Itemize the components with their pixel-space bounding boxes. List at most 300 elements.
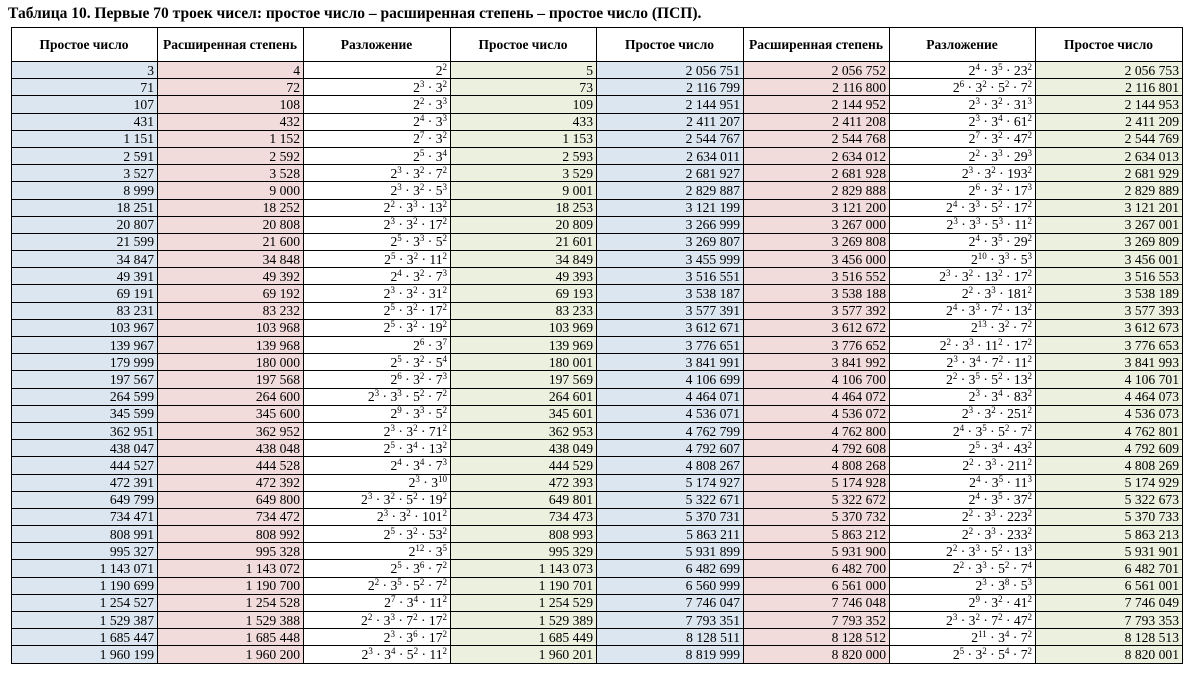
prime-upper-cell: 139 969 xyxy=(451,337,597,354)
factorization-cell: $2^3 \cdot 3^2$ xyxy=(304,79,451,96)
prime-upper-cell: 5 863 213 xyxy=(1036,526,1183,543)
prime-upper-cell: 5 322 673 xyxy=(1036,491,1183,508)
table-row xyxy=(12,526,1183,543)
prime-upper-cell: 734 473 xyxy=(451,508,597,525)
extended-power-cell: 345 600 xyxy=(158,405,304,422)
extended-power-cell: 4 106 700 xyxy=(744,371,890,388)
factorization-cell: $2^4 \cdot 3^3$ xyxy=(304,113,451,130)
extended-power-cell: 438 048 xyxy=(158,440,304,457)
prime-lower-cell: 8 128 511 xyxy=(597,629,744,646)
prime-upper-cell: 9 001 xyxy=(451,182,597,199)
prime-upper-cell: 109 xyxy=(451,96,597,113)
extended-power-cell: 2 411 208 xyxy=(744,113,890,130)
prime-lower-cell: 4 792 607 xyxy=(597,440,744,457)
extended-power-cell: 4 792 608 xyxy=(744,440,890,457)
extended-power-cell: 139 968 xyxy=(158,337,304,354)
header-prime-lower-2: Простое число xyxy=(597,28,744,62)
prime-lower-cell: 3 577 391 xyxy=(597,302,744,319)
prime-lower-cell: 1 190 699 xyxy=(12,577,158,594)
extended-power-cell: 808 992 xyxy=(158,526,304,543)
extended-power-cell: 6 482 700 xyxy=(744,560,890,577)
factorization-cell: $2^3 \cdot 3^2 \cdot 13^2 \cdot 17^2$ xyxy=(890,268,1036,285)
extended-power-cell: 69 192 xyxy=(158,285,304,302)
prime-lower-cell: 197 567 xyxy=(12,371,158,388)
factorization-cell: $2^3 \cdot 3^2 \cdot 17^2$ xyxy=(304,216,451,233)
extended-power-cell: 2 116 800 xyxy=(744,79,890,96)
prime-lower-cell: 71 xyxy=(12,79,158,96)
prime-lower-cell: 5 174 927 xyxy=(597,474,744,491)
extended-power-cell: 1 152 xyxy=(158,130,304,147)
prime-lower-cell: 3 527 xyxy=(12,165,158,182)
header-row xyxy=(12,28,1183,62)
factorization-cell: $2^5 \cdot 3^4 \cdot 43^2$ xyxy=(890,440,1036,457)
prime-lower-cell: 3 516 551 xyxy=(597,268,744,285)
prime-lower-cell: 18 251 xyxy=(12,199,158,216)
psp-table xyxy=(11,27,1183,664)
extended-power-cell: 3 612 672 xyxy=(744,319,890,336)
prime-upper-cell: 649 801 xyxy=(451,491,597,508)
prime-upper-cell: 20 809 xyxy=(451,216,597,233)
prime-upper-cell: 3 538 189 xyxy=(1036,285,1183,302)
prime-lower-cell: 2 681 927 xyxy=(597,165,744,182)
factorization-cell: $2^3 \cdot 3^4 \cdot 61^2$ xyxy=(890,113,1036,130)
factorization-cell: $2^3 \cdot 3^2 \cdot 5^3$ xyxy=(304,182,451,199)
prime-lower-cell: 1 685 447 xyxy=(12,629,158,646)
prime-upper-cell: 3 456 001 xyxy=(1036,251,1183,268)
factorization-cell: $2^5 \cdot 3^2 \cdot 17^2$ xyxy=(304,302,451,319)
extended-power-cell: 1 254 528 xyxy=(158,594,304,611)
factorization-cell: $2^2 \cdot 3^3 \cdot 233^2$ xyxy=(890,526,1036,543)
extended-power-cell: 1 685 448 xyxy=(158,629,304,646)
factorization-cell: $2^7 \cdot 3^4 \cdot 11^2$ xyxy=(304,594,451,611)
prime-upper-cell: 2 411 209 xyxy=(1036,113,1183,130)
table-row xyxy=(12,594,1183,611)
prime-upper-cell: 4 762 801 xyxy=(1036,422,1183,439)
prime-lower-cell: 8 999 xyxy=(12,182,158,199)
factorization-cell: $2^3 \cdot 3^2 \cdot 31^2$ xyxy=(304,285,451,302)
prime-upper-cell: 34 849 xyxy=(451,251,597,268)
prime-upper-cell: 444 529 xyxy=(451,457,597,474)
prime-lower-cell: 2 829 887 xyxy=(597,182,744,199)
factorization-cell: $2^4 \cdot 3^5 \cdot 37^2$ xyxy=(890,491,1036,508)
factorization-cell: $2^5 \cdot 3^2 \cdot 11^2$ xyxy=(304,251,451,268)
factorization-cell: $2^6 \cdot 3^7$ xyxy=(304,337,451,354)
prime-lower-cell: 5 863 211 xyxy=(597,526,744,543)
extended-power-cell: 108 xyxy=(158,96,304,113)
prime-lower-cell: 5 931 899 xyxy=(597,543,744,560)
extended-power-cell: 49 392 xyxy=(158,268,304,285)
header-factorization-2: Разложение xyxy=(890,28,1036,62)
table-row xyxy=(12,577,1183,594)
extended-power-cell: 5 863 212 xyxy=(744,526,890,543)
header-prime-lower: Простое число xyxy=(12,28,158,62)
prime-lower-cell: 4 536 071 xyxy=(597,405,744,422)
table-row xyxy=(12,337,1183,354)
factorization-cell: $2^6 \cdot 3^2 \cdot 7^3$ xyxy=(304,371,451,388)
factorization-cell: $2^2 \cdot 3^3 \cdot 11^2 \cdot 17^2$ xyxy=(890,337,1036,354)
table-row xyxy=(12,268,1183,285)
prime-upper-cell: 808 993 xyxy=(451,526,597,543)
extended-power-cell: 3 841 992 xyxy=(744,354,890,371)
prime-lower-cell: 734 471 xyxy=(12,508,158,525)
table-row xyxy=(12,543,1183,560)
extended-power-cell: 1 190 700 xyxy=(158,577,304,594)
prime-lower-cell: 3 776 651 xyxy=(597,337,744,354)
prime-upper-cell: 5 370 733 xyxy=(1036,508,1183,525)
factorization-cell: $2^3 \cdot 3^2 \cdot 5^2 \cdot 19^2$ xyxy=(304,491,451,508)
prime-lower-cell: 4 762 799 xyxy=(597,422,744,439)
factorization-cell: $2^3 \cdot 3^6 \cdot 17^2$ xyxy=(304,629,451,646)
extended-power-cell: 2 592 xyxy=(158,147,304,164)
prime-lower-cell: 472 391 xyxy=(12,474,158,491)
prime-lower-cell: 7 793 351 xyxy=(597,612,744,629)
prime-upper-cell: 8 820 001 xyxy=(1036,646,1183,663)
prime-lower-cell: 7 746 047 xyxy=(597,594,744,611)
prime-lower-cell: 3 612 671 xyxy=(597,319,744,336)
factorization-cell: $2^5 \cdot 3^2 \cdot 19^2$ xyxy=(304,319,451,336)
factorization-cell: $2^2 \cdot 3^3$ xyxy=(304,96,451,113)
factorization-cell: $2^5 \cdot 3^6 \cdot 7^2$ xyxy=(304,560,451,577)
prime-upper-cell: 2 681 929 xyxy=(1036,165,1183,182)
extended-power-cell: 180 000 xyxy=(158,354,304,371)
table-row xyxy=(12,612,1183,629)
extended-power-cell: 9 000 xyxy=(158,182,304,199)
prime-lower-cell: 3 538 187 xyxy=(597,285,744,302)
extended-power-cell: 472 392 xyxy=(158,474,304,491)
prime-upper-cell: 6 482 701 xyxy=(1036,560,1183,577)
prime-upper-cell: 49 393 xyxy=(451,268,597,285)
extended-power-cell: 3 456 000 xyxy=(744,251,890,268)
table-row xyxy=(12,251,1183,268)
table-row xyxy=(12,422,1183,439)
table-row xyxy=(12,405,1183,422)
factorization-cell: $2^5 \cdot 3^3 \cdot 5^2$ xyxy=(304,233,451,250)
header-extended-power-2: Расширенная степень xyxy=(744,28,890,62)
extended-power-cell: 3 267 000 xyxy=(744,216,890,233)
prime-lower-cell: 995 327 xyxy=(12,543,158,560)
prime-upper-cell: 5 174 929 xyxy=(1036,474,1183,491)
extended-power-cell: 3 528 xyxy=(158,165,304,182)
prime-upper-cell: 103 969 xyxy=(451,319,597,336)
prime-upper-cell: 69 193 xyxy=(451,285,597,302)
prime-lower-cell: 2 116 799 xyxy=(597,79,744,96)
prime-lower-cell: 1 960 199 xyxy=(12,646,158,663)
prime-upper-cell: 6 561 001 xyxy=(1036,577,1183,594)
prime-upper-cell: 180 001 xyxy=(451,354,597,371)
extended-power-cell: 5 322 672 xyxy=(744,491,890,508)
extended-power-cell: 2 829 888 xyxy=(744,182,890,199)
factorization-cell: $2^3 \cdot 3^4 \cdot 83^2$ xyxy=(890,388,1036,405)
factorization-cell: $2^5 \cdot 3^2 \cdot 53^2$ xyxy=(304,526,451,543)
extended-power-cell: 649 800 xyxy=(158,491,304,508)
prime-upper-cell: 3 529 xyxy=(451,165,597,182)
factorization-cell: $2^4 \cdot 3^3 \cdot 7^2 \cdot 13^2$ xyxy=(890,302,1036,319)
prime-upper-cell: 362 953 xyxy=(451,422,597,439)
prime-upper-cell: 8 128 513 xyxy=(1036,629,1183,646)
table-row xyxy=(12,388,1183,405)
prime-lower-cell: 4 808 267 xyxy=(597,457,744,474)
prime-lower-cell: 649 799 xyxy=(12,491,158,508)
extended-power-cell: 5 931 900 xyxy=(744,543,890,560)
extended-power-cell: 2 144 952 xyxy=(744,96,890,113)
prime-upper-cell: 3 612 673 xyxy=(1036,319,1183,336)
extended-power-cell: 2 681 928 xyxy=(744,165,890,182)
factorization-cell: $2^2 \cdot 3^3 \cdot 7^2 \cdot 17^2$ xyxy=(304,612,451,629)
extended-power-cell: 4 808 268 xyxy=(744,457,890,474)
table-row xyxy=(12,96,1183,113)
factorization-cell: $2^3 \cdot 3^3 \cdot 5^3 \cdot 11^2$ xyxy=(890,216,1036,233)
factorization-cell: $2^9 \cdot 3^3 \cdot 5^2$ xyxy=(304,405,451,422)
prime-lower-cell: 69 191 xyxy=(12,285,158,302)
prime-upper-cell: 3 841 993 xyxy=(1036,354,1183,371)
extended-power-cell: 8 128 512 xyxy=(744,629,890,646)
prime-lower-cell: 3 455 999 xyxy=(597,251,744,268)
prime-upper-cell: 345 601 xyxy=(451,405,597,422)
prime-upper-cell: 2 593 xyxy=(451,147,597,164)
prime-upper-cell: 4 106 701 xyxy=(1036,371,1183,388)
prime-lower-cell: 179 999 xyxy=(12,354,158,371)
prime-lower-cell: 49 391 xyxy=(12,268,158,285)
factorization-cell: $2^5 \cdot 3^2 \cdot 5^4 \cdot 7^2$ xyxy=(890,646,1036,663)
table-row xyxy=(12,285,1183,302)
prime-upper-cell: 3 516 553 xyxy=(1036,268,1183,285)
prime-upper-cell: 4 536 073 xyxy=(1036,405,1183,422)
prime-upper-cell: 5 xyxy=(451,62,597,79)
table-row xyxy=(12,199,1183,216)
extended-power-cell: 103 968 xyxy=(158,319,304,336)
prime-upper-cell: 1 153 xyxy=(451,130,597,147)
extended-power-cell: 362 952 xyxy=(158,422,304,439)
prime-lower-cell: 3 266 999 xyxy=(597,216,744,233)
factorization-cell: $2^3 \cdot 3^2 \cdot 7^2 \cdot 47^2$ xyxy=(890,612,1036,629)
prime-lower-cell: 6 482 699 xyxy=(597,560,744,577)
prime-upper-cell: 1 143 073 xyxy=(451,560,597,577)
factorization-cell: $2^7 \cdot 3^2 \cdot 47^2$ xyxy=(890,130,1036,147)
extended-power-cell: 3 121 200 xyxy=(744,199,890,216)
prime-upper-cell: 2 116 801 xyxy=(1036,79,1183,96)
table-row xyxy=(12,629,1183,646)
factorization-cell: $2^3 \cdot 3^4 \cdot 5^2 \cdot 11^2$ xyxy=(304,646,451,663)
prime-upper-cell: 83 233 xyxy=(451,302,597,319)
factorization-cell: $2^5 \cdot 3^4$ xyxy=(304,147,451,164)
table-row xyxy=(12,113,1183,130)
extended-power-cell: 444 528 xyxy=(158,457,304,474)
extended-power-cell: 7 746 048 xyxy=(744,594,890,611)
prime-upper-cell: 18 253 xyxy=(451,199,597,216)
extended-power-cell: 72 xyxy=(158,79,304,96)
table-row xyxy=(12,457,1183,474)
factorization-cell: $2^4 \cdot 3^2 \cdot 7^3$ xyxy=(304,268,451,285)
factorization-cell: $2^2$ xyxy=(304,62,451,79)
table-row xyxy=(12,508,1183,525)
factorization-cell: $2^7 \cdot 3^2$ xyxy=(304,130,451,147)
prime-lower-cell: 107 xyxy=(12,96,158,113)
prime-lower-cell: 444 527 xyxy=(12,457,158,474)
prime-lower-cell: 2 056 751 xyxy=(597,62,744,79)
factorization-cell: $2^2 \cdot 3^3 \cdot 5^2 \cdot 13^3$ xyxy=(890,543,1036,560)
prime-lower-cell: 4 106 699 xyxy=(597,371,744,388)
extended-power-cell: 264 600 xyxy=(158,388,304,405)
header-prime-upper-2: Простое число xyxy=(1036,28,1183,62)
table-row xyxy=(12,560,1183,577)
prime-upper-cell: 3 269 809 xyxy=(1036,233,1183,250)
prime-lower-cell: 21 599 xyxy=(12,233,158,250)
prime-lower-cell: 2 411 207 xyxy=(597,113,744,130)
prime-upper-cell: 2 544 769 xyxy=(1036,130,1183,147)
factorization-cell: $2^3 \cdot 3^4 \cdot 7^2 \cdot 11^2$ xyxy=(890,354,1036,371)
extended-power-cell: 34 848 xyxy=(158,251,304,268)
table-row xyxy=(12,165,1183,182)
table-row xyxy=(12,216,1183,233)
prime-upper-cell: 3 577 393 xyxy=(1036,302,1183,319)
table-row xyxy=(12,354,1183,371)
header-extended-power: Расширенная степень xyxy=(158,28,304,62)
factorization-cell: $2^5 \cdot 3^4 \cdot 13^2$ xyxy=(304,440,451,457)
factorization-cell: $2^{12} \cdot 3^5$ xyxy=(304,543,451,560)
extended-power-cell: 2 634 012 xyxy=(744,147,890,164)
factorization-cell: $2^6 \cdot 3^2 \cdot 5^2 \cdot 7^2$ xyxy=(890,79,1036,96)
factorization-cell: $2^4 \cdot 3^5 \cdot 23^2$ xyxy=(890,62,1036,79)
prime-lower-cell: 2 591 xyxy=(12,147,158,164)
factorization-cell: $2^4 \cdot 3^5 \cdot 11^3$ xyxy=(890,474,1036,491)
extended-power-cell: 3 776 652 xyxy=(744,337,890,354)
prime-upper-cell: 2 634 013 xyxy=(1036,147,1183,164)
prime-lower-cell: 20 807 xyxy=(12,216,158,233)
prime-upper-cell: 73 xyxy=(451,79,597,96)
prime-upper-cell: 5 931 901 xyxy=(1036,543,1183,560)
extended-power-cell: 83 232 xyxy=(158,302,304,319)
table-row xyxy=(12,319,1183,336)
prime-lower-cell: 2 634 011 xyxy=(597,147,744,164)
prime-lower-cell: 438 047 xyxy=(12,440,158,457)
table-row xyxy=(12,130,1183,147)
table-row xyxy=(12,491,1183,508)
prime-lower-cell: 103 967 xyxy=(12,319,158,336)
prime-lower-cell: 2 144 951 xyxy=(597,96,744,113)
prime-upper-cell: 1 529 389 xyxy=(451,612,597,629)
prime-upper-cell: 2 144 953 xyxy=(1036,96,1183,113)
prime-upper-cell: 7 746 049 xyxy=(1036,594,1183,611)
prime-lower-cell: 6 560 999 xyxy=(597,577,744,594)
prime-upper-cell: 1 190 701 xyxy=(451,577,597,594)
prime-upper-cell: 4 808 269 xyxy=(1036,457,1183,474)
prime-lower-cell: 2 544 767 xyxy=(597,130,744,147)
factorization-cell: $2^4 \cdot 3^5 \cdot 29^2$ xyxy=(890,233,1036,250)
extended-power-cell: 2 544 768 xyxy=(744,130,890,147)
factorization-cell: $2^2 \cdot 3^3 \cdot 223^2$ xyxy=(890,508,1036,525)
factorization-cell: $2^{13} \cdot 3^2 \cdot 7^2$ xyxy=(890,319,1036,336)
extended-power-cell: 995 328 xyxy=(158,543,304,560)
prime-lower-cell: 1 529 387 xyxy=(12,612,158,629)
extended-power-cell: 4 536 072 xyxy=(744,405,890,422)
prime-lower-cell: 362 951 xyxy=(12,422,158,439)
factorization-cell: $2^2 \cdot 3^3 \cdot 211^2$ xyxy=(890,457,1036,474)
extended-power-cell: 7 793 352 xyxy=(744,612,890,629)
prime-lower-cell: 34 847 xyxy=(12,251,158,268)
extended-power-cell: 432 xyxy=(158,113,304,130)
table-row xyxy=(12,646,1183,663)
table-row xyxy=(12,474,1183,491)
prime-lower-cell: 4 464 071 xyxy=(597,388,744,405)
extended-power-cell: 734 472 xyxy=(158,508,304,525)
table-row xyxy=(12,62,1183,79)
factorization-cell: $2^2 \cdot 3^3 \cdot 5^2 \cdot 7^4$ xyxy=(890,560,1036,577)
factorization-cell: $2^{10} \cdot 3^3 \cdot 5^3$ xyxy=(890,251,1036,268)
prime-upper-cell: 1 254 529 xyxy=(451,594,597,611)
prime-upper-cell: 995 329 xyxy=(451,543,597,560)
factorization-cell: $2^3 \cdot 3^2 \cdot 251^2$ xyxy=(890,405,1036,422)
prime-upper-cell: 2 056 753 xyxy=(1036,62,1183,79)
factorization-cell: $2^3 \cdot 3^2 \cdot 101^2$ xyxy=(304,508,451,525)
table-row xyxy=(12,440,1183,457)
prime-lower-cell: 3 121 199 xyxy=(597,199,744,216)
table-row xyxy=(12,371,1183,388)
factorization-cell: $2^3 \cdot 3^{10}$ xyxy=(304,474,451,491)
prime-lower-cell: 139 967 xyxy=(12,337,158,354)
prime-upper-cell: 433 xyxy=(451,113,597,130)
prime-lower-cell: 3 269 807 xyxy=(597,233,744,250)
extended-power-cell: 5 174 928 xyxy=(744,474,890,491)
prime-upper-cell: 3 121 201 xyxy=(1036,199,1183,216)
prime-lower-cell: 1 254 527 xyxy=(12,594,158,611)
factorization-cell: $2^3 \cdot 3^2 \cdot 7^2$ xyxy=(304,165,451,182)
extended-power-cell: 6 561 000 xyxy=(744,577,890,594)
factorization-cell: $2^3 \cdot 3^2 \cdot 71^2$ xyxy=(304,422,451,439)
extended-power-cell: 197 568 xyxy=(158,371,304,388)
prime-lower-cell: 5 370 731 xyxy=(597,508,744,525)
extended-power-cell: 4 xyxy=(158,62,304,79)
extended-power-cell: 3 538 188 xyxy=(744,285,890,302)
prime-lower-cell: 808 991 xyxy=(12,526,158,543)
extended-power-cell: 8 820 000 xyxy=(744,646,890,663)
table-caption: Таблица 10. Первые 70 троек чисел: простое число – расширенная степень – простое число (ПСП). xyxy=(8,5,702,22)
prime-upper-cell: 1 685 449 xyxy=(451,629,597,646)
factorization-cell: $2^3 \cdot 3^2 \cdot 31^3$ xyxy=(890,96,1036,113)
factorization-cell: $2^2 \cdot 3^5 \cdot 5^2 \cdot 13^2$ xyxy=(890,371,1036,388)
prime-upper-cell: 3 776 653 xyxy=(1036,337,1183,354)
prime-lower-cell: 83 231 xyxy=(12,302,158,319)
extended-power-cell: 4 762 800 xyxy=(744,422,890,439)
extended-power-cell: 2 056 752 xyxy=(744,62,890,79)
extended-power-cell: 1 143 072 xyxy=(158,560,304,577)
prime-lower-cell: 3 xyxy=(12,62,158,79)
table-row xyxy=(12,147,1183,164)
table-row xyxy=(12,233,1183,250)
prime-lower-cell: 431 xyxy=(12,113,158,130)
prime-upper-cell: 7 793 353 xyxy=(1036,612,1183,629)
table-row xyxy=(12,79,1183,96)
factorization-cell: $2^3 \cdot 3^8 \cdot 5^3$ xyxy=(890,577,1036,594)
factorization-cell: $2^2 \cdot 3^3 \cdot 29^3$ xyxy=(890,147,1036,164)
prime-lower-cell: 5 322 671 xyxy=(597,491,744,508)
factorization-cell: $2^9 \cdot 3^2 \cdot 41^2$ xyxy=(890,594,1036,611)
extended-power-cell: 3 577 392 xyxy=(744,302,890,319)
prime-lower-cell: 3 841 991 xyxy=(597,354,744,371)
prime-lower-cell: 345 599 xyxy=(12,405,158,422)
extended-power-cell: 20 808 xyxy=(158,216,304,233)
factorization-cell: $2^2 \cdot 3^3 \cdot 181^2$ xyxy=(890,285,1036,302)
extended-power-cell: 3 269 808 xyxy=(744,233,890,250)
table-body xyxy=(12,62,1183,664)
extended-power-cell: 18 252 xyxy=(158,199,304,216)
prime-upper-cell: 197 569 xyxy=(451,371,597,388)
prime-upper-cell: 3 267 001 xyxy=(1036,216,1183,233)
factorization-cell: $2^4 \cdot 3^3 \cdot 5^2 \cdot 17^2$ xyxy=(890,199,1036,216)
factorization-cell: $2^{11} \cdot 3^4 \cdot 7^2$ xyxy=(890,629,1036,646)
extended-power-cell: 1 960 200 xyxy=(158,646,304,663)
factorization-cell: $2^6 \cdot 3^2 \cdot 17^3$ xyxy=(890,182,1036,199)
header-factorization: Разложение xyxy=(304,28,451,62)
